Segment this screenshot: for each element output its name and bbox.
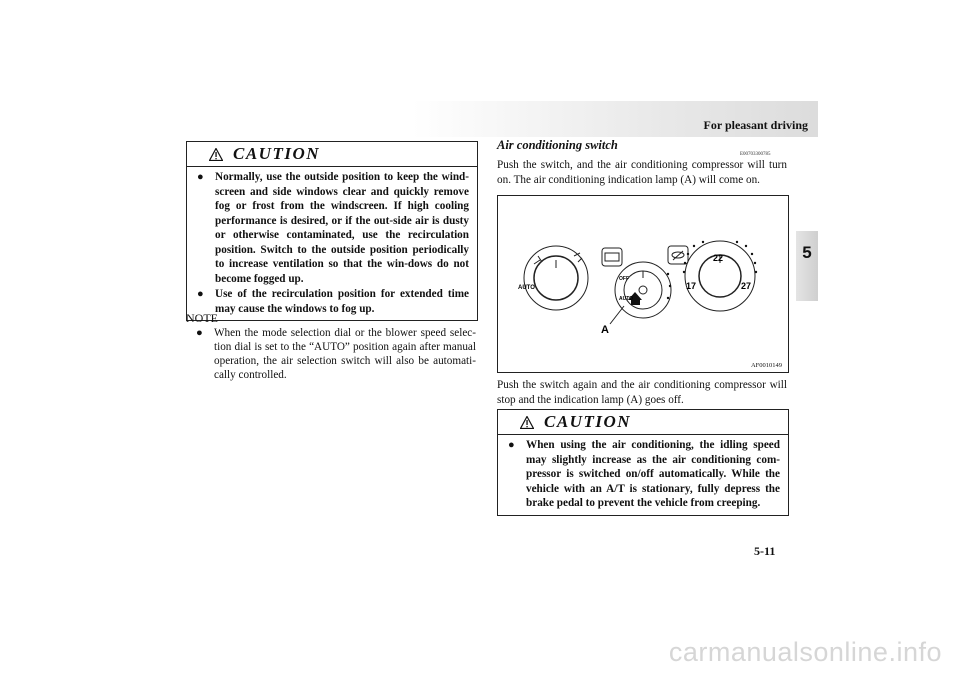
caution-item: ● When using the air conditioning, the idling speed may slightly increase as the air conditioning com-pressor is switched on/off automatically. While the vehicle with an A/T is stationary, fully depress the brake pedal to prevent the vehicle from creeping. (508, 439, 780, 509)
paragraph-1: Push the switch, and the air conditioning compressor will turn on. The air conditioning indication lamp (A) will come on. (497, 159, 787, 186)
caution-box-left (186, 141, 478, 321)
label-off: OFF (619, 276, 629, 282)
note-block (186, 311, 476, 382)
watermark: carmanualsonline.info (668, 637, 942, 667)
caution-box-right (497, 409, 789, 516)
note-item: ● When the mode selection dial or the blower speed selec-tion dial is set to the “AUTO” position again after manual operation, the air selection switch will also be automati-cally controlled. (196, 327, 476, 381)
section-code: E00703300785 (740, 152, 771, 157)
ac-panel-figure (497, 195, 789, 373)
chapter-tab (796, 231, 818, 301)
ac-panel-illustration (498, 196, 788, 372)
caution-header (187, 142, 477, 167)
paragraph-2: Push the switch again and the air conditioning compressor will stop and the indication lamp (A) goes off. (497, 379, 787, 406)
page-number: 5-11 (754, 544, 776, 558)
section-title: Air conditioning switch (497, 138, 618, 152)
label-auto-left: AUTO (518, 285, 535, 291)
header-title: For pleasant driving (703, 118, 808, 132)
note-list (186, 326, 476, 382)
note-label: NOTE (186, 311, 218, 325)
warning-triangle-icon (520, 416, 534, 429)
caution-item: ● Use of the recirculation position for extended time may cause the windows to fog up. (197, 288, 469, 315)
label-temp-27: 27 (741, 281, 752, 291)
caution-header (498, 410, 788, 435)
warning-triangle-icon (209, 148, 223, 161)
label-auto-center: AUTO (619, 296, 634, 302)
figure-code: AF0010149 (750, 362, 782, 369)
caution-list (187, 170, 477, 316)
label-temp-17: 17 (686, 281, 697, 291)
caution-title: CAUTION (544, 412, 632, 431)
label-temp-22: 22 (713, 253, 724, 263)
caution-list (498, 438, 788, 511)
chapter-number: 5 (802, 243, 812, 262)
caution-title: CAUTION (233, 144, 321, 163)
caution-item: ● Normally, use the outside position to keep the wind-screen and side windows clear and quickly remove fog or frost from the windscreen. If high cooling performance is desired, or if the out-side air is dusty or otherwise contaminated, use the recirculation position. Switch to the outside position periodically to increase ventilation so that the win-dows do not become fogged up. (197, 171, 469, 285)
callout-a: A (601, 324, 609, 336)
